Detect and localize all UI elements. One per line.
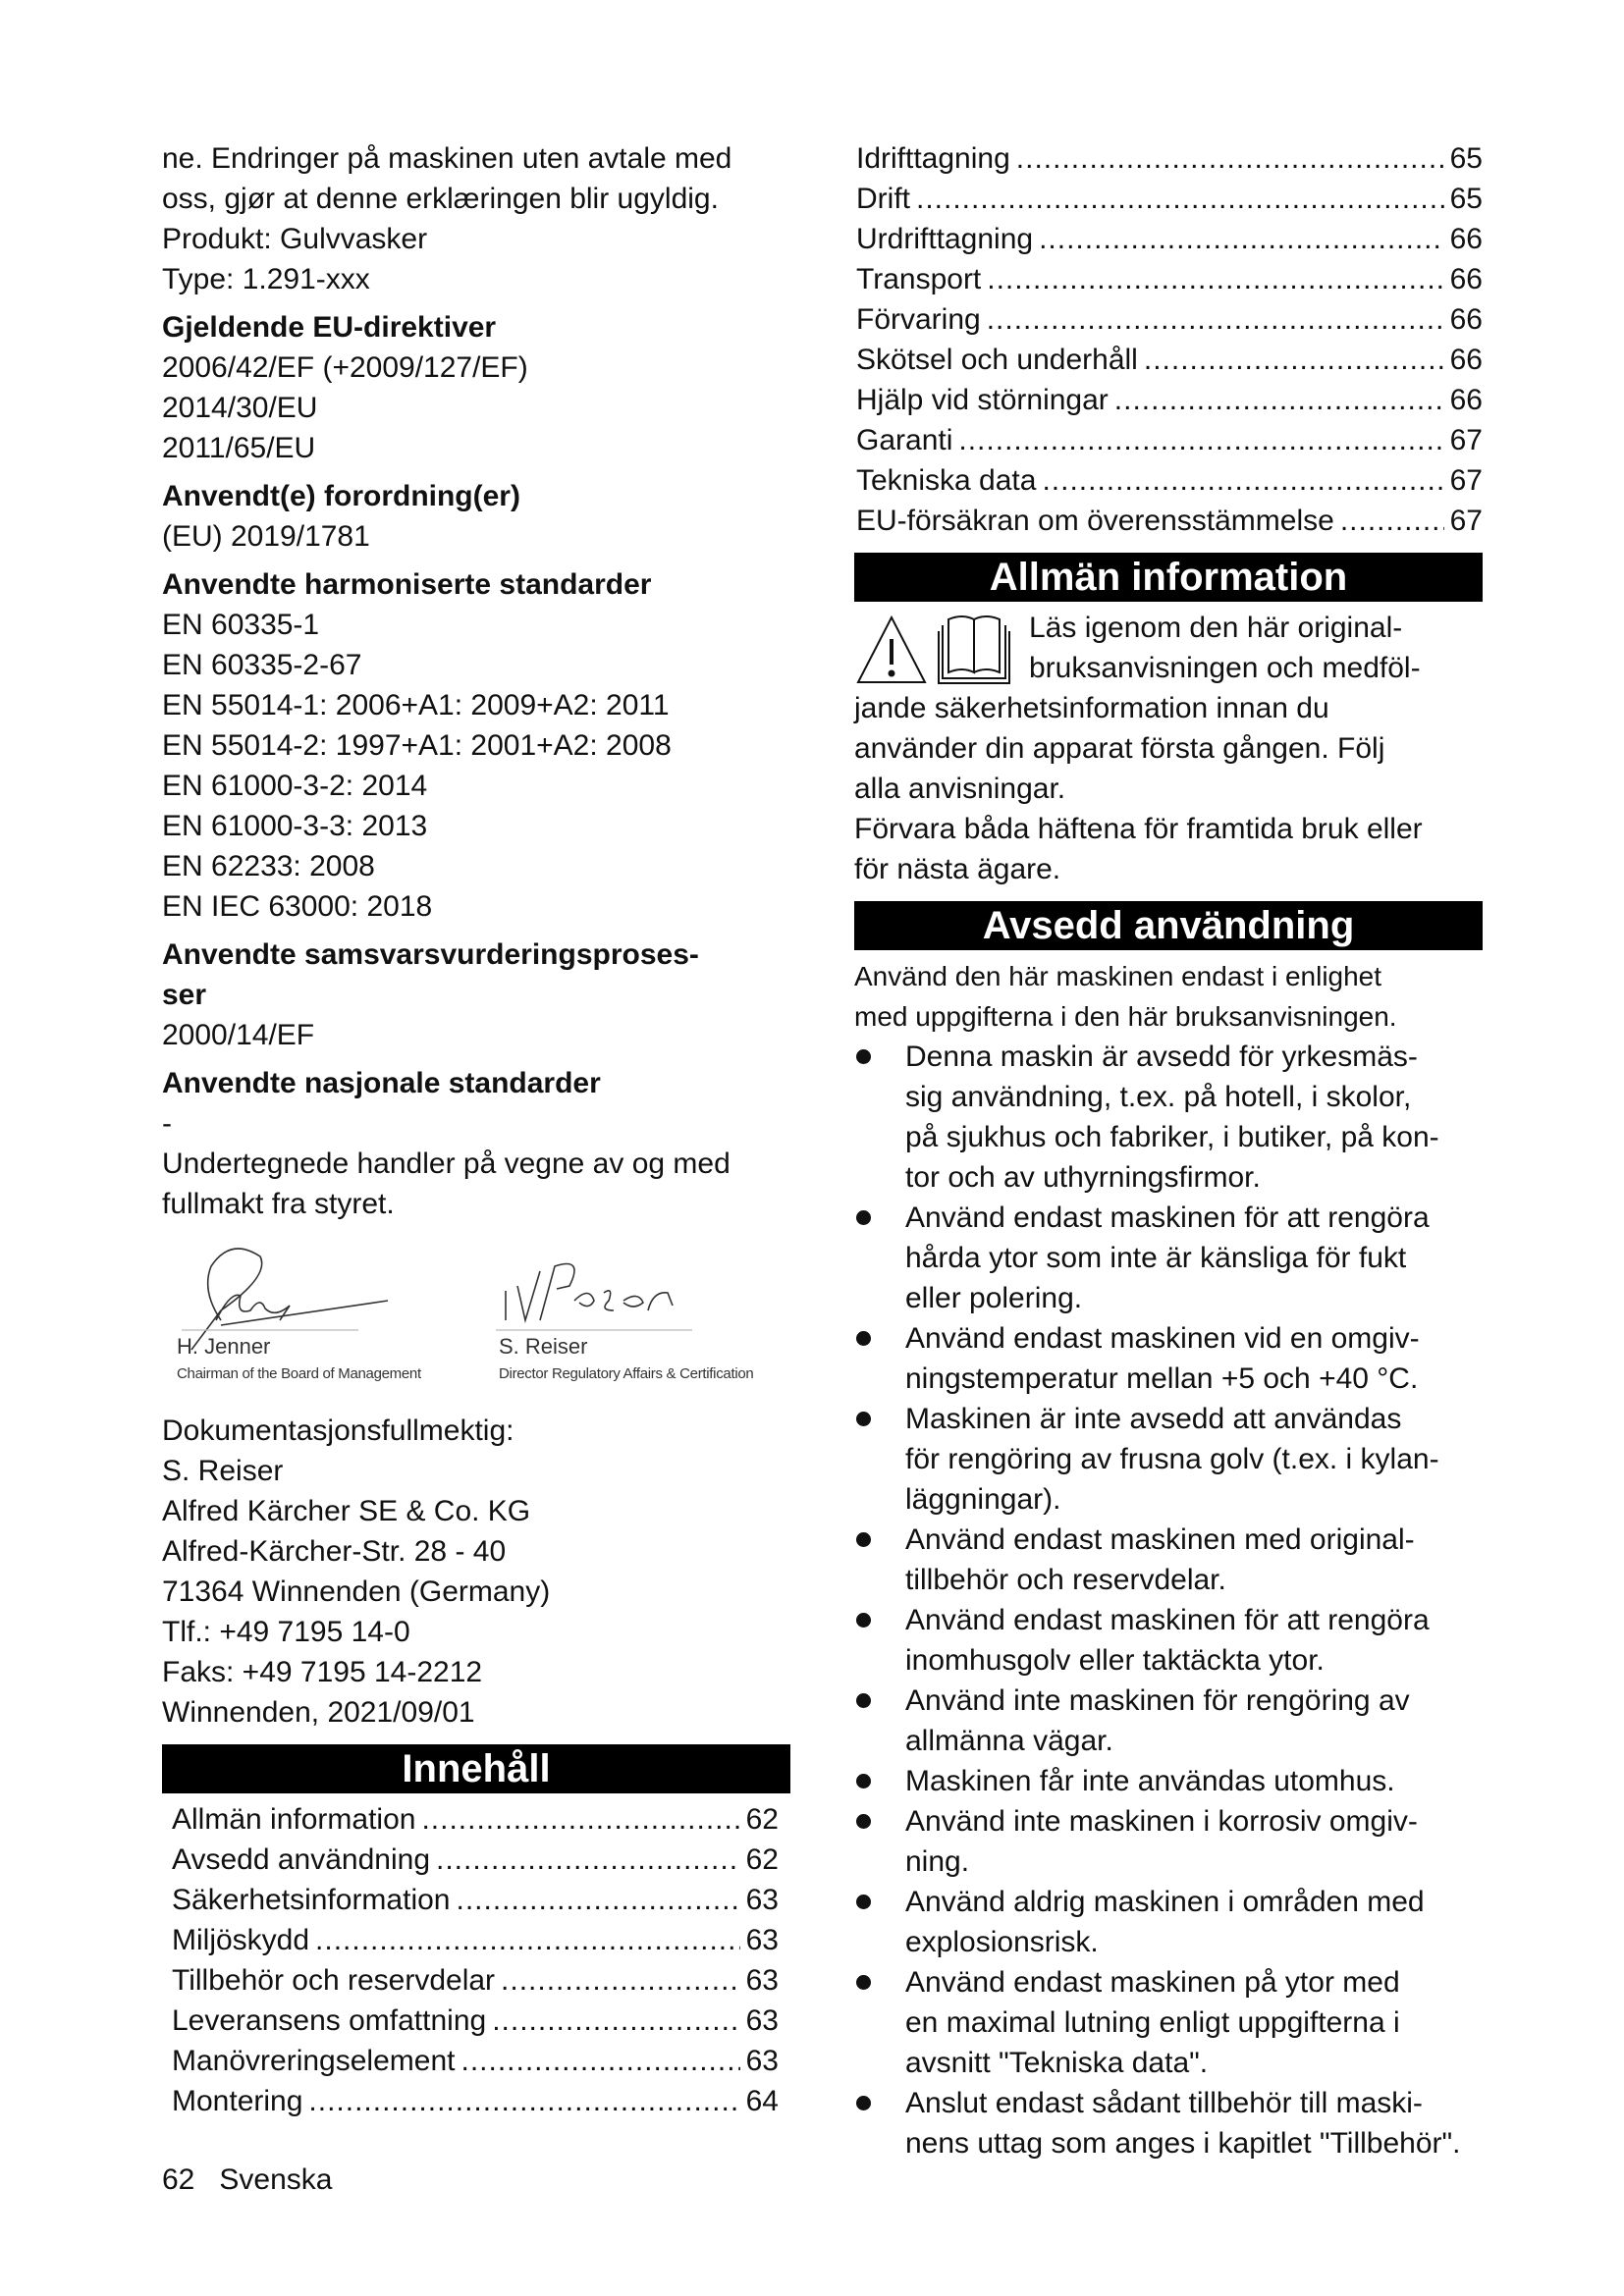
toc-page: 66	[1449, 384, 1483, 416]
text-line: Maskinen är inte avsedd att användas	[905, 1403, 1402, 1435]
bullet-icon	[856, 1210, 871, 1225]
toc-entry[interactable]	[854, 501, 1483, 541]
text-line: allmänna vägar.	[905, 1725, 1113, 1757]
bullet-icon	[856, 1975, 871, 1990]
toc-label: Hjälp vid störningar	[856, 384, 1109, 416]
toc-label: EU-försäkran om överensstämmelse	[856, 505, 1334, 537]
toc-leader	[1144, 340, 1444, 380]
paragraph	[162, 138, 790, 299]
toc-entry[interactable]	[854, 219, 1483, 259]
text-line: på sjukhus och fabriker, i butiker, på kon-	[905, 1121, 1439, 1153]
list-item	[854, 1761, 1483, 1801]
toc-page: 62	[745, 1803, 779, 1836]
text-line: Anvendte harmoniserte standarder	[162, 568, 652, 601]
section-heading	[162, 1063, 790, 1103]
toc-page: 67	[1449, 424, 1483, 456]
list-item	[854, 1399, 1483, 1520]
text-line: Använd endast maskinen för att rengöra	[905, 1201, 1430, 1234]
text-line: (EU) 2019/1781	[162, 520, 370, 553]
toc-entry[interactable]	[854, 299, 1483, 340]
section-title-bar: Allmän information	[854, 553, 1483, 602]
text-line: Faks: +49 7195 14-2212	[162, 1656, 483, 1688]
toc-leader	[958, 420, 1443, 460]
text-line: Anvendt(e) forordning(er)	[162, 480, 520, 512]
text-line: oss, gjør at denne erklæringen blir ugyldig.	[162, 183, 719, 215]
toc-label: Avsedd användning	[172, 1843, 430, 1876]
list-item	[854, 1681, 1483, 1761]
paragraph	[162, 605, 790, 927]
text-line: använder din apparat första gången. Följ	[854, 732, 1385, 765]
text-line: läggningar).	[905, 1483, 1061, 1516]
bullet-icon	[856, 1049, 871, 1064]
toc-entry[interactable]	[162, 1880, 790, 1920]
text-line: EN IEC 63000: 2018	[162, 890, 433, 923]
toc-label: Säkerhetsinformation	[172, 1884, 451, 1916]
text-line: Maskinen får inte användas utomhus.	[905, 1765, 1395, 1797]
text-line: Produkt: Gulvvasker	[162, 223, 428, 255]
toc-leader	[501, 1960, 740, 2001]
text-line: Använd den här maskinen endast i enlighet	[854, 961, 1382, 991]
bullet-icon	[856, 1331, 871, 1346]
toc-label: Manövreringselement	[172, 2045, 456, 2077]
toc-page: 64	[745, 2085, 779, 2117]
text-line: ser	[162, 979, 207, 1011]
text-line: Type: 1.291-xxx	[162, 263, 370, 295]
toc-leader	[436, 1840, 740, 1880]
list-item	[854, 1318, 1483, 1399]
bullet-icon	[856, 2096, 871, 2110]
paragraph	[162, 516, 790, 557]
toc-page: 62	[745, 1843, 779, 1876]
toc-leader	[1114, 380, 1444, 420]
signer-name: S. Reiser	[499, 1334, 588, 1359]
text-line: fullmakt fra styret.	[162, 1188, 395, 1220]
text-line: tor och av uthyrningsfirmor.	[905, 1161, 1261, 1194]
text-line: Använd endast maskinen för att rengöra	[905, 1604, 1430, 1636]
text-line: 2014/30/EU	[162, 392, 318, 424]
text-line: hårda ytor som inte är känsliga för fukt	[905, 1242, 1407, 1274]
section-heading	[162, 934, 790, 1015]
toc-entry[interactable]	[162, 2001, 790, 2041]
toc-label: Transport	[856, 263, 982, 295]
footer-language: Svenska	[219, 2163, 333, 2196]
toc-leader	[916, 179, 1444, 219]
text-line: Winnenden, 2021/09/01	[162, 1696, 475, 1729]
toc-entry[interactable]	[162, 1799, 790, 1840]
toc-entry[interactable]	[162, 2041, 790, 2081]
text-line: EN 62233: 2008	[162, 850, 375, 882]
warning-triangle-icon	[858, 617, 925, 682]
paragraph	[854, 688, 1483, 889]
text-line: Gjeldende EU-direktiver	[162, 311, 497, 344]
paragraph	[162, 1411, 790, 1733]
page-number: 62	[162, 2163, 195, 2196]
toc-leader	[456, 1880, 739, 1920]
paragraph	[162, 1103, 790, 1224]
text-line: alla anvisningar.	[854, 773, 1066, 805]
toc-entry[interactable]	[854, 259, 1483, 299]
paragraph	[854, 956, 1483, 1037]
toc-page: 66	[1449, 344, 1483, 376]
text-line: Alfred-Kärcher-Str. 28 - 40	[162, 1535, 507, 1568]
text-line: Denna maskin är avsedd för yrkesmäs-	[905, 1041, 1418, 1073]
toc-entry[interactable]	[854, 380, 1483, 420]
toc-page: 63	[745, 1884, 779, 1916]
info-notice	[854, 608, 1483, 688]
bullet-icon	[856, 1613, 871, 1628]
text-line: inomhusgolv eller taktäckta ytor.	[905, 1644, 1325, 1677]
toc-entry[interactable]	[854, 179, 1483, 219]
toc-leader	[1016, 138, 1444, 179]
toc-label: Idrifttagning	[856, 142, 1010, 175]
toc-leader	[460, 2041, 739, 2081]
text-line: Förvara båda häftena för framtida bruk eller	[854, 813, 1423, 845]
text-line: ningstemperatur mellan +5 och +40 °C.	[905, 1362, 1419, 1395]
toc-leader	[492, 2001, 739, 2041]
signature-reiser	[496, 1232, 692, 1340]
toc-label: Montering	[172, 2085, 303, 2117]
bullet-icon	[856, 1774, 871, 1789]
text-line: jande säkerhetsinformation innan du	[854, 692, 1329, 724]
list-item	[854, 1801, 1483, 1882]
text-line: nens uttag som anges i kapitlet "Tillbehör".	[905, 2127, 1461, 2160]
toc-entry[interactable]	[162, 1920, 790, 1960]
table-of-contents	[854, 138, 1483, 541]
text-line: Använd endast maskinen med original-	[905, 1523, 1415, 1556]
toc-label: Leveransens omfattning	[172, 2004, 487, 2037]
toc-page: 65	[1449, 183, 1483, 215]
toc-leader	[1042, 460, 1443, 501]
list-item	[854, 1962, 1483, 2083]
toc-leader	[987, 299, 1444, 340]
list-item	[854, 1882, 1483, 1962]
warning-and-manual-icon	[854, 608, 1021, 688]
table-of-contents	[162, 1799, 790, 2121]
page-footer	[162, 2160, 332, 2200]
list-item	[854, 1520, 1483, 1600]
text-line: Använd aldrig maskinen i områden med	[905, 1886, 1425, 1918]
text-line: 2006/42/EF (+2009/127/EF)	[162, 351, 528, 384]
text-line: EN 61000-3-3: 2013	[162, 810, 428, 842]
signer-name: H. Jenner	[177, 1334, 271, 1359]
toc-page: 65	[1449, 142, 1483, 175]
text-line: 2011/65/EU	[162, 432, 316, 464]
list-item	[854, 1600, 1483, 1681]
paragraph	[162, 347, 790, 468]
section-heading	[162, 564, 790, 605]
toc-label: Tillbehör och reservdelar	[172, 1964, 496, 1997]
toc-leader	[421, 1799, 739, 1840]
toc-page: 63	[745, 1924, 779, 1956]
toc-page: 66	[1449, 303, 1483, 336]
toc-page: 63	[745, 1964, 779, 1997]
text-line: för rengöring av frusna golv (t.ex. i kylan-	[905, 1443, 1439, 1475]
toc-leader	[1039, 219, 1444, 259]
toc-entry[interactable]	[162, 1960, 790, 2001]
list-item	[854, 1198, 1483, 1318]
text-line: 2000/14/EF	[162, 1019, 315, 1051]
section-title-bar: Innehåll	[162, 1744, 790, 1793]
toc-label: Miljöskydd	[172, 1924, 310, 1956]
text-line: ning.	[905, 1845, 970, 1878]
toc-leader	[987, 259, 1443, 299]
section-heading	[162, 476, 790, 516]
toc-entry[interactable]	[854, 460, 1483, 501]
text-line: S. Reiser	[162, 1455, 284, 1487]
text-line: EN 61000-3-2: 2014	[162, 770, 428, 802]
signer-role: Director Regulatory Affairs & Certification	[499, 1365, 754, 1382]
text-line: Använd inte maskinen i korrosiv omgiv-	[905, 1805, 1418, 1838]
text-line: EN 60335-2-67	[162, 649, 362, 681]
toc-entry[interactable]	[854, 420, 1483, 460]
text-line: Använd inte maskinen för rengöring av	[905, 1684, 1410, 1717]
text-line: Anvendte samsvarsvurderingsproses-	[162, 938, 699, 971]
right-column	[854, 138, 1483, 2163]
text-line: EN 60335-1	[162, 609, 320, 641]
list-item	[854, 1037, 1483, 1198]
toc-leader	[308, 2081, 739, 2121]
text-line: EN 55014-2: 1997+A1: 2001+A2: 2008	[162, 729, 672, 762]
left-column	[162, 138, 790, 2121]
text-line: sig användning, t.ex. på hotell, i skolor,	[905, 1081, 1412, 1113]
toc-page: 67	[1449, 505, 1483, 537]
text-line: Alfred Kärcher SE & Co. KG	[162, 1495, 531, 1527]
text-line: eller polering.	[905, 1282, 1083, 1314]
text-line: EN 55014-1: 2006+A1: 2009+A2: 2011	[162, 689, 670, 721]
toc-label: Drift	[856, 183, 910, 215]
text-line: -	[162, 1107, 172, 1140]
toc-entry[interactable]	[854, 138, 1483, 179]
toc-page: 66	[1449, 223, 1483, 255]
paragraph	[162, 1015, 790, 1055]
toc-label: Förvaring	[856, 303, 981, 336]
text-line: Använd endast maskinen på ytor med	[905, 1966, 1400, 1999]
text-line: bruksanvisningen och medföl-	[1029, 652, 1421, 684]
list-item	[854, 2083, 1483, 2163]
text-line: Läs igenom den här original-	[1029, 612, 1403, 644]
text-line: för nästa ägare.	[854, 853, 1061, 885]
text-line: Anslut endast sådant tillbehör till maski-	[905, 2087, 1423, 2119]
text-line: Tlf.: +49 7195 14-0	[162, 1616, 410, 1648]
text-line: Anvendte nasjonale standarder	[162, 1067, 601, 1099]
section-title-bar: Avsedd användning	[854, 901, 1483, 950]
toc-label: Garanti	[856, 424, 953, 456]
toc-entry[interactable]	[854, 340, 1483, 380]
text-line: ne. Endringer på maskinen uten avtale med	[162, 142, 732, 175]
text-line: tillbehör och reservdelar.	[905, 1564, 1226, 1596]
toc-leader	[315, 1920, 740, 1960]
text-line: med uppgifterna i den här bruksanvisningen.	[854, 1001, 1397, 1032]
toc-leader	[1340, 501, 1444, 541]
toc-entry[interactable]	[162, 2081, 790, 2121]
toc-page: 63	[745, 2004, 779, 2037]
signer-role: Chairman of the Board of Management	[177, 1365, 421, 1382]
bullet-icon	[856, 1814, 871, 1829]
text-line: 71364 Winnenden (Germany)	[162, 1575, 551, 1608]
read-manual-book-icon	[939, 616, 1009, 683]
section-heading	[162, 307, 790, 347]
toc-label: Tekniska data	[856, 464, 1037, 497]
toc-label: Allmän information	[172, 1803, 416, 1836]
bullet-list	[854, 1037, 1483, 2163]
toc-label: Urdrifttagning	[856, 223, 1034, 255]
toc-entry[interactable]	[162, 1840, 790, 1880]
text-line: en maximal lutning enligt uppgifterna i	[905, 2006, 1400, 2039]
toc-page: 67	[1449, 464, 1483, 497]
text-line: avsnitt "Tekniska data".	[905, 2047, 1209, 2079]
toc-page: 63	[745, 2045, 779, 2077]
bullet-icon	[856, 1532, 871, 1547]
text-line: explosionsrisk.	[905, 1926, 1099, 1958]
text-line: Undertegnede handler på vegne av og med	[162, 1148, 731, 1180]
toc-page: 66	[1449, 263, 1483, 295]
bullet-icon	[856, 1895, 871, 1909]
text-line: Använd endast maskinen vid en omgiv-	[905, 1322, 1420, 1355]
bullet-icon	[856, 1412, 871, 1426]
signature-block	[162, 1224, 790, 1411]
text-line: Dokumentasjonsfullmektig:	[162, 1415, 514, 1447]
bullet-icon	[856, 1693, 871, 1708]
toc-label: Skötsel och underhåll	[856, 344, 1138, 376]
